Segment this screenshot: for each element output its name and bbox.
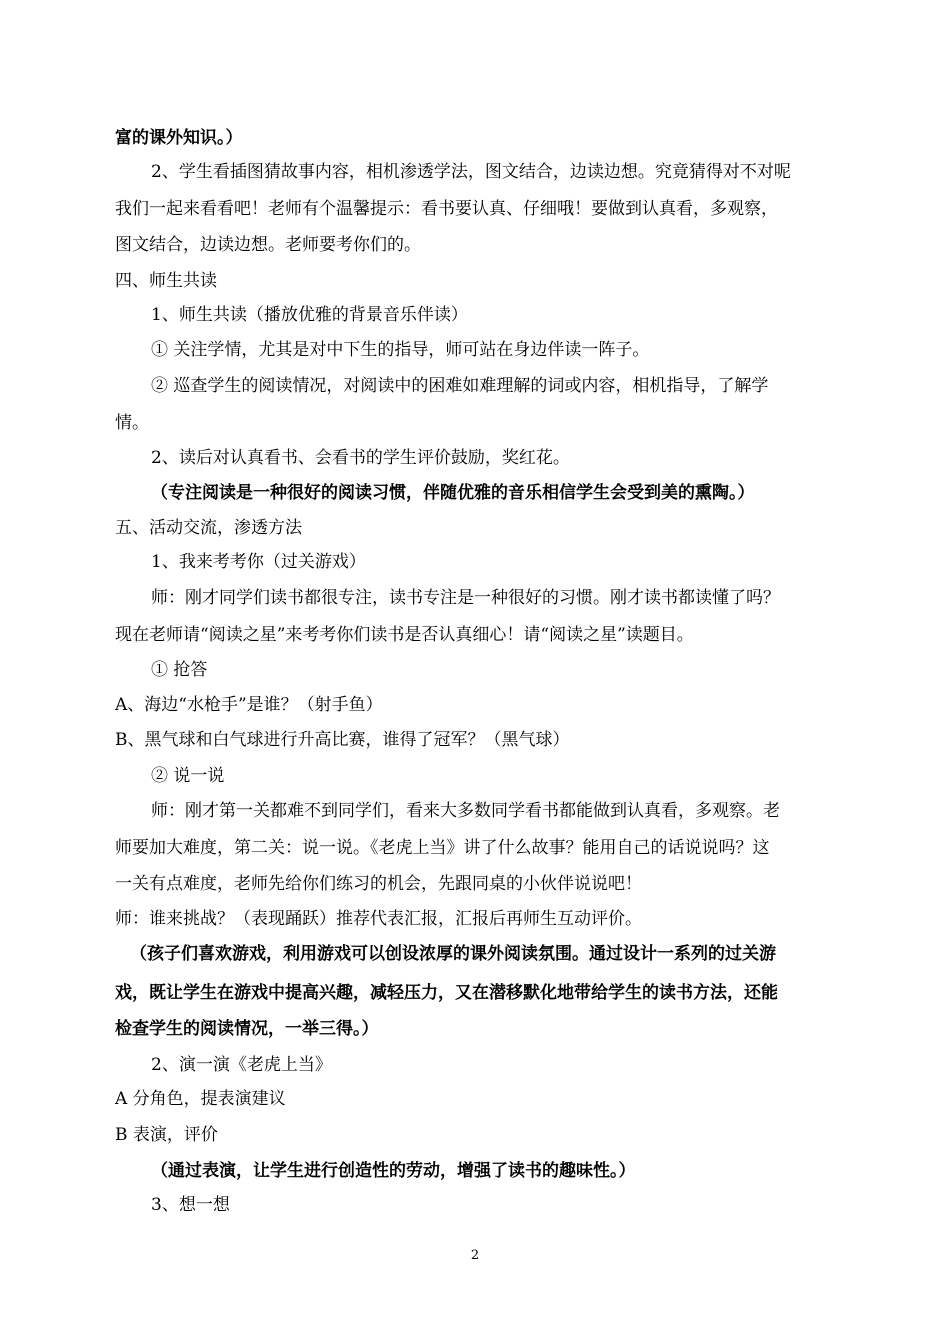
text-line: ① 关注学情，尤其是对中下生的指导，师可站在身边伴读一阵子。 <box>151 340 650 360</box>
text-line: 图文结合，边读边想。老师要考你们的。 <box>115 235 421 255</box>
text-line: 师要加大难度，第二关：说一说。《老虎上当》讲了什么故事？能用自己的话说说吗？这 <box>115 838 770 858</box>
annotation-line: （孩子们喜欢游戏，利用游戏可以创设浓厚的课外阅读氛围。通过设计一系列的过关游 <box>130 944 776 964</box>
text-line: 我们一起来看看吧！老师有个温馨提示：看书要认真、仔细哦！要做到认真看，多观察， <box>115 199 778 219</box>
text-line: 现在老师请“阅读之星”来考考你们读书是否认真细心！请“阅读之星”读题目。 <box>115 625 694 645</box>
text-line: 师：刚才第一关都难不到同学们，看来大多数同学看书都能做到认真看，多观察。老 <box>151 801 780 821</box>
annotation-line: 检查学生的阅读情况，一举三得。） <box>115 1019 379 1039</box>
annotation-line: （专注阅读是一种很好的阅读习惯，伴随优雅的音乐相信学生会受到美的熏陶。） <box>151 483 755 503</box>
text-line: ② 巡查学生的阅读情况，对阅读中的困难如难理解的词或内容，相机指导，了解学 <box>151 376 769 396</box>
text-line: 2、读后对认真看书、会看书的学生评价鼓励，奖红花。 <box>151 448 570 468</box>
text-line: ② 说一说 <box>151 766 225 786</box>
text-line: 2、演一演《老虎上当》 <box>151 1055 332 1075</box>
section-heading: 五、活动交流，渗透方法 <box>115 518 302 538</box>
text-line: 1、师生共读（播放优雅的背景音乐伴读） <box>151 305 468 325</box>
text-line: B 表演，评价 <box>115 1125 218 1145</box>
text-line: 师：刚才同学们读书都很专注，读书专注是一种很好的习惯。刚才读书都读懂了吗？ <box>151 588 780 608</box>
text-line: 2、学生看插图猜故事内容，相机渗透学法，图文结合，边读边想。究竟猜得对不对呢 <box>151 162 791 182</box>
section-heading: 四、师生共读 <box>115 271 217 291</box>
text-line: 3、想一想 <box>151 1195 230 1215</box>
text-line: 1、我来考考你（过关游戏） <box>151 552 366 572</box>
text-line: B、黑气球和白气球进行升高比赛，谁得了冠军？（黑气球） <box>115 730 570 750</box>
text-line: 情。 <box>115 413 149 433</box>
text-line: A 分角色，提表演建议 <box>115 1089 286 1109</box>
text-line: ① 抢答 <box>151 660 208 680</box>
text-line: 一关有点难度，老师先给你们练习的机会，先跟同桌的小伙伴说说吧！ <box>115 874 642 894</box>
text-line: 师：谁来挑战？（表现踊跃）推荐代表汇报，汇报后再师生互动评价。 <box>115 909 642 929</box>
annotation-line: （通过表演，让学生进行创造性的劳动，增强了读书的趣味性。） <box>151 1161 636 1181</box>
annotation-line: 戏，既让学生在游戏中提高兴趣，减轻压力，又在潜移默化地带给学生的读书方法，还能 <box>115 983 778 1003</box>
text-line: A、海边“水枪手”是谁？（射手鱼） <box>115 695 383 715</box>
page-number: 2 <box>470 1248 480 1263</box>
text-line: 富的课外知识。） <box>115 128 243 148</box>
